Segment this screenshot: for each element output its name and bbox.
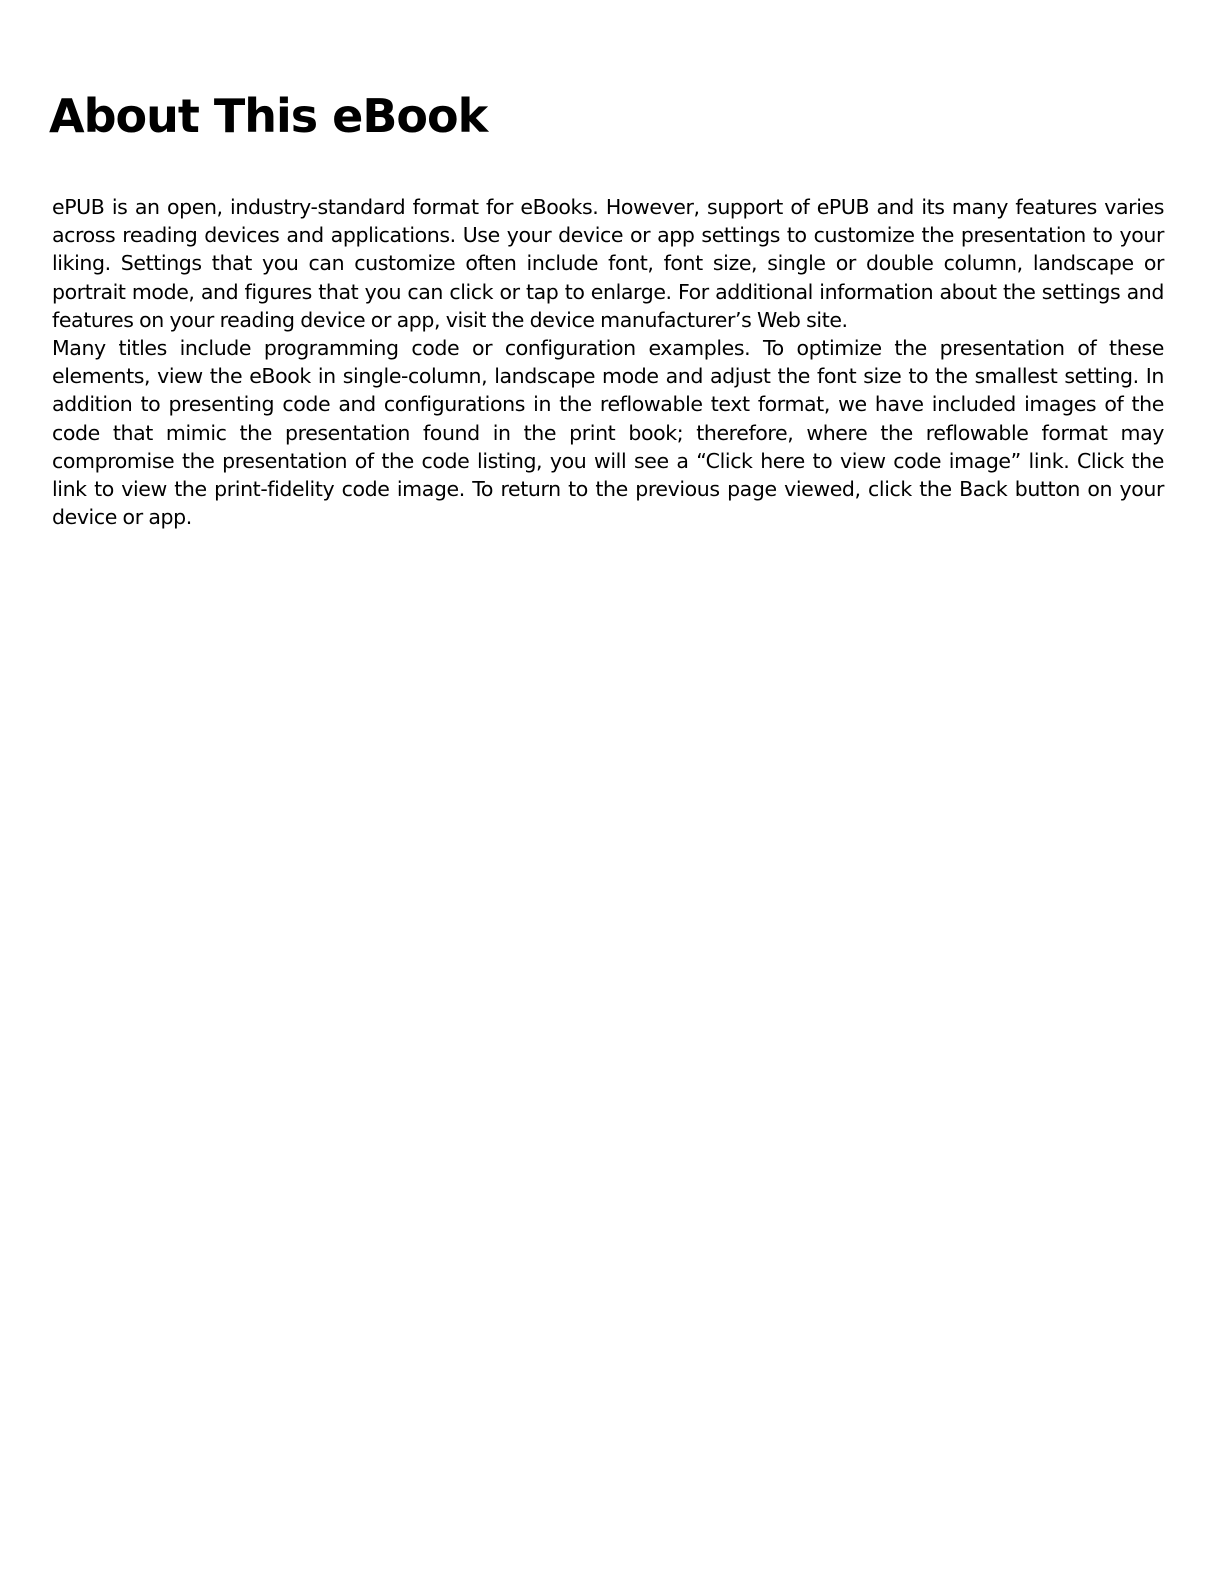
- page-title: About This eBook: [49, 89, 488, 143]
- body-text: [52, 193, 1164, 531]
- paragraph-code-examples: Many titles include programming code or configuration examples. To optimize the presentation of these elements, view the eBook in single-column, landscape mode and adjust the font size to the smallest setting. In addition to presenting code and configurations in the reflowable text format, we have included images of the code that mimic the presentation found in the print book; therefore, where the reflowable format may compromise the presentation of the code listing, you will see a “Click here to view code image” link. Click the link to view the print-fidelity code image. To return to the previous page viewed, click the Back button on your device or app.: [52, 336, 1164, 530]
- paragraph-epub-format: ePUB is an open, industry-standard format for eBooks. However, support of ePUB and its many features varies across reading devices and applications. Use your device or app settings to customize the presentation to your liking. Settings that you can customize often include font, font size, single or double column, landscape or portrait mode, and figures that you can click or tap to enlarge. For additional information about the settings and features on your reading device or app, visit the device manufacturer’s Web site.: [52, 195, 1164, 332]
